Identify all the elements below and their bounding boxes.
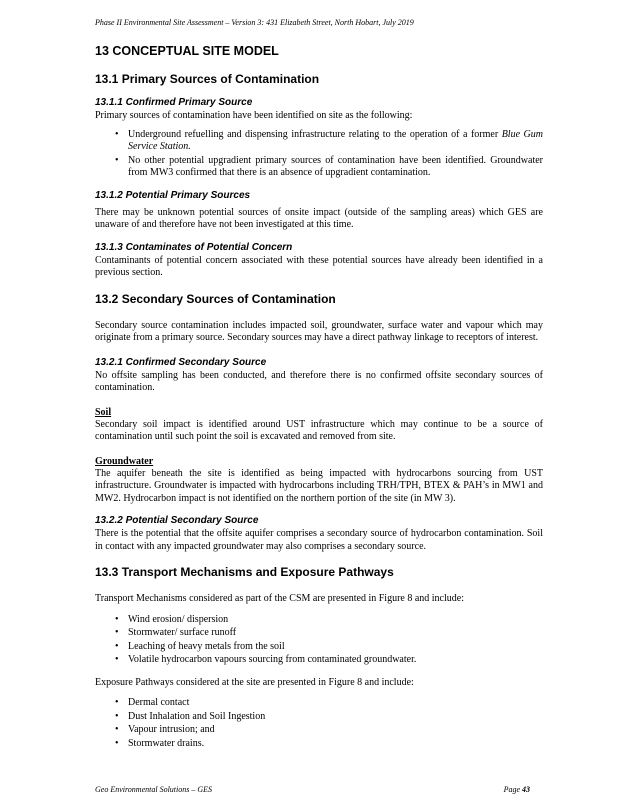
section-13-heading: 13 CONCEPTUAL SITE MODEL [95, 44, 279, 58]
list-item-text: Wind erosion/ dispersion [128, 613, 229, 625]
list-item: • No other potential upgradient primary sources of contamination have been identified. Groundwater from MW3 confirmed that there is an absence of upgradient contamination. [115, 154, 543, 178]
section-13-3-heading: 13.3 Transport Mechanisms and Exposure Pathways [95, 565, 394, 579]
potential-primary-sources-text: There may be unknown potential sources of onsite impact (outside of the sampling areas) which GES are unaware of and therefore have not been investigated at this time. [95, 206, 543, 230]
list-item: • Vapour intrusion; and [115, 724, 215, 735]
list-item: • Stormwater drains. [115, 737, 205, 749]
soil-text: Secondary soil impact is identified around UST infrastructure which may continue to be a source of contamination until such point the soil is excavated and removed from site. [95, 418, 543, 442]
transport-list [95, 614, 543, 667]
list-item-text: Leaching of heavy metals from the soil [128, 640, 285, 652]
contaminants-concern-text: Contaminants of potential concern associated with these potential sources have already been identified in a previous section. [95, 254, 543, 278]
page-number: 43 [522, 785, 530, 794]
list-item-text: Stormwater drains. [128, 737, 205, 749]
page-label: Page [503, 785, 522, 794]
section-13-2-heading: 13.2 Secondary Sources of Contamination [95, 291, 336, 306]
page-header: Phase II Environmental Site Assessment – Version 3: 431 Elizabeth Street, North Hobart, July 2019 [95, 18, 414, 27]
list-item: • Dermal contact [115, 697, 190, 708]
list-item-text: Vapour intrusion; and [128, 724, 215, 735]
section-13-1-2-heading: 13.1.2 Potential Primary Sources [95, 189, 251, 201]
list-item: • Volatile hydrocarbon vapours sourcing from contaminated groundwater. [115, 654, 417, 665]
list-item: • Leaching of heavy metals from the soil [115, 640, 285, 652]
list-item: • Wind erosion/ dispersion [115, 613, 229, 625]
potential-secondary-source-text: There is the potential that the offsite aquifer comprises a secondary source of hydrocarbon contamination. Soil in contact with any impacted groundwater may also comprises a secondary source. [95, 528, 543, 552]
list-item-text: Dust Inhalation and Soil Ingestion [128, 710, 266, 722]
list-item: • Underground refuelling and dispensing infrastructure relating to the operation of a former Blue Gum Service Station. [115, 128, 543, 152]
groundwater-text: The aquifer beneath the site is identified as being impacted with hydrocarbons sourcing from UST infrastructure. Groundwater is impacted with hydrocarbons including TRH/TPH, BTEX & PAH’s in MW1 and MW2. Hydrocarbon impact is not identified on the northern portion of the site (in MW 3). [95, 467, 543, 504]
page-footer-number [504, 785, 530, 794]
confirmed-secondary-source-text: No offsite sampling has been conducted, and therefore there is no confirmed offsite secondary sources of contamination. [95, 369, 543, 393]
page-footer-left: Geo Environmental Solutions – GES [95, 785, 213, 794]
section-13-2-1-heading: 13.2.1 Confirmed Secondary Source [95, 356, 267, 368]
exposure-intro-text: Exposure Pathways considered at the site are presented in Figure 8 and include: [95, 676, 414, 688]
soil-heading: Soil [95, 406, 112, 418]
list-item-text: Stormwater/ surface runoff [128, 627, 237, 638]
list-item-text: Dermal contact [128, 697, 190, 708]
list-item-text: No other potential upgradient primary sources of contamination have been identified. Groundwater from MW3 confirmed that there is an absence of upgradient contamination. [128, 154, 543, 178]
confirmed-primary-source-text: Primary sources of contamination have been identified on site as the following: [95, 110, 413, 121]
list-item-italic-text: Blue Gum Service Station. [128, 128, 543, 152]
page-content [95, 44, 543, 760]
transport-intro-text: Transport Mechanisms considered as part of the CSM are presented in Figure 8 and include: [95, 593, 464, 604]
list-item-text: Volatile hydrocarbon vapours sourcing from contaminated groundwater. [128, 654, 417, 665]
section-13-2-2-heading: 13.2.2 Potential Secondary Source [95, 515, 259, 526]
exposure-list [95, 697, 543, 750]
groundwater-heading: Groundwater [95, 455, 154, 467]
list-item: • Dust Inhalation and Soil Ingestion [115, 710, 266, 722]
secondary-intro-text: Secondary source contamination includes impacted soil, groundwater, surface water and vapour which may originate from a primary source. Secondary sources may have a direct pathway linkage to receptors of interest. [95, 319, 543, 343]
primary-source-list [95, 129, 543, 180]
list-item: • Stormwater/ surface runoff [115, 627, 237, 638]
list-item-text: Underground refuelling and dispensing infrastructure relating to the operation of a former [128, 128, 502, 140]
section-13-1-heading: 13.1 Primary Sources of Contamination [95, 72, 320, 86]
section-13-1-1-heading: 13.1.1 Confirmed Primary Source [95, 97, 253, 108]
section-13-1-3-heading: 13.1.3 Contaminates of Potential Concern [95, 241, 293, 253]
